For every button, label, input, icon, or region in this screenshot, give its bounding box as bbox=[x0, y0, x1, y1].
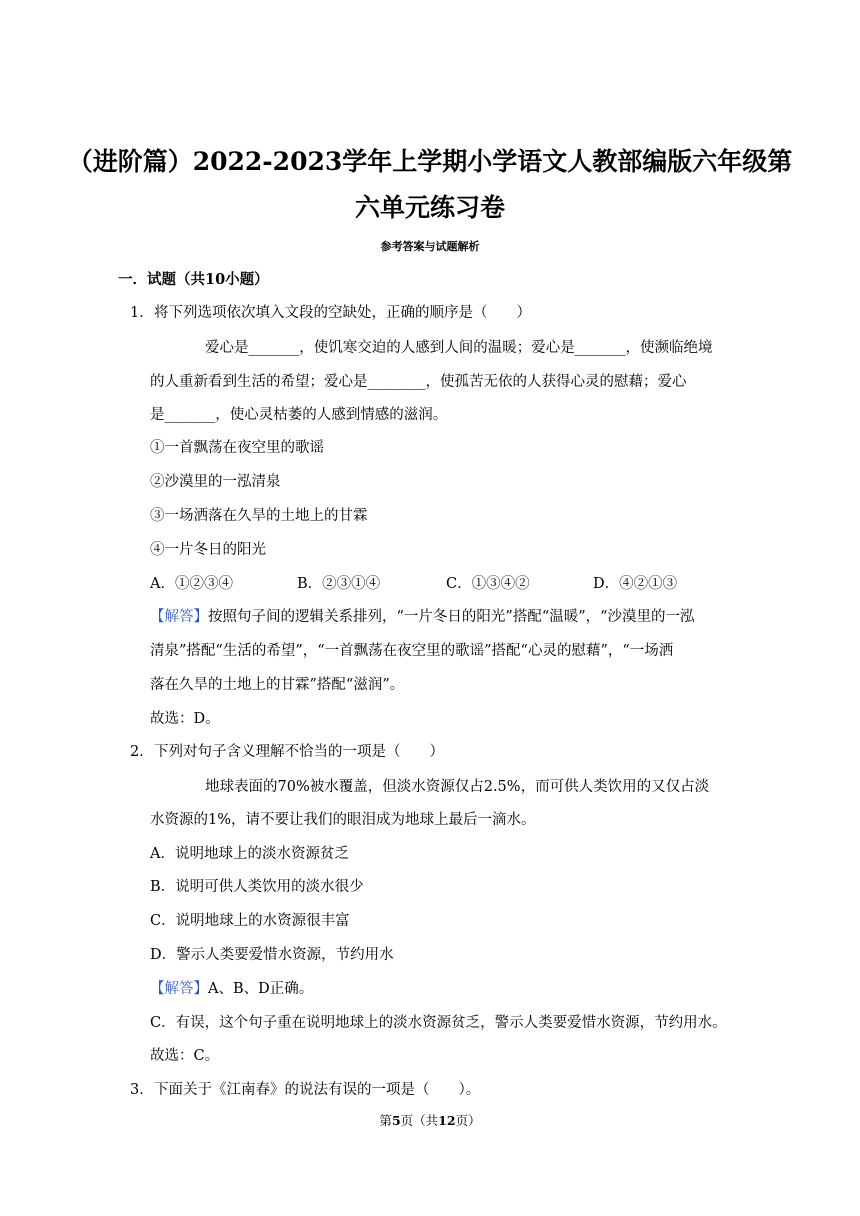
question-1-passage-line3: 是_______，使心灵枯萎的人感到情感的滋润。 bbox=[150, 407, 448, 423]
footer-suffix: 页） bbox=[455, 1113, 481, 1128]
page-footer bbox=[0, 1111, 860, 1129]
document-title-line1: （进阶篇）2022-2023学年上学期小学语文人教部编版六年级第 bbox=[67, 147, 793, 176]
question-2-choice: 故选：C。 bbox=[150, 1048, 220, 1064]
answer-tag: 【解答】 bbox=[150, 981, 208, 997]
section-heading: 一．试题（共10小题） bbox=[118, 271, 269, 288]
question-1-analysis-line1 bbox=[150, 607, 695, 627]
question-1-analysis-text1: 按照句子间的逻辑关系排列，“一片冬日的阳光”搭配“温暖”，“沙漠里的一泓 bbox=[208, 609, 695, 625]
question-1-option-c: C．①③④② bbox=[446, 576, 530, 592]
footer-total-pages: 12 bbox=[438, 1113, 456, 1128]
question-1-option-d: D．④②①③ bbox=[593, 576, 678, 592]
question-2-option-d: D．警示人类要爱惜水资源，节约用水 bbox=[150, 947, 394, 963]
question-2-passage-line1: 地球表面的70%被水覆盖，但淡水资源仅占2.5%，而可供人类饮用的又仅占淡 bbox=[205, 779, 710, 795]
question-3-number: 3． bbox=[130, 1082, 154, 1098]
question-2-option-a: A．说明地球上的淡水资源贫乏 bbox=[150, 846, 349, 862]
footer-middle: 页（共 bbox=[400, 1113, 439, 1128]
question-1-analysis-line3: 落在久旱的土地上的甘霖”搭配“滋润”。 bbox=[150, 677, 405, 693]
question-2-analysis-line2: C．有误，这个句子重在说明地球上的淡水资源贫乏，警示人类要爱惜水资源，节约用水。 bbox=[150, 1015, 727, 1031]
question-1-passage-line2: 的人重新看到生活的希望；爱心是________，使孤苦无依的人获得心灵的慰藉；爱心 bbox=[150, 374, 687, 390]
question-1-item-4: ④一片冬日的阳光 bbox=[150, 542, 266, 558]
question-2-analysis-line1 bbox=[150, 979, 313, 999]
question-1-passage-line1: 爱心是_______，使饥寒交迫的人感到人间的温暖；爱心是_______，使濒临绝境 bbox=[205, 340, 713, 356]
document-title-line2: 六单元练习卷 bbox=[354, 193, 505, 222]
answer-tag: 【解答】 bbox=[150, 609, 208, 625]
question-2-stem: 下列对句子含义理解不恰当的一项是（ ） bbox=[154, 744, 444, 760]
question-1-number: 1． bbox=[130, 305, 154, 321]
question-2-passage-line2: 水资源的1%，请不要让我们的眼泪成为地球上最后一滴水。 bbox=[150, 812, 536, 828]
question-1-item-2: ②沙漠里的一泓清泉 bbox=[150, 474, 281, 490]
question-2-option-b: B．说明可供人类饮用的淡水很少 bbox=[150, 879, 364, 895]
question-1-option-a: A．①②③④ bbox=[150, 576, 233, 592]
footer-page-number: 5 bbox=[391, 1113, 401, 1128]
question-2-number: 2． bbox=[130, 744, 154, 760]
footer-prefix: 第 bbox=[379, 1113, 392, 1128]
question-1-stem: 将下列选项依次填入文段的空缺处，正确的顺序是（ ） bbox=[154, 305, 531, 321]
document-subtitle: 参考答案与试题解析 bbox=[380, 240, 480, 253]
question-1-analysis-line2: 清泉”搭配“生活的希望”，“一首飘荡在夜空里的歌谣”搭配“心灵的慰藉”，“一场洒 bbox=[150, 643, 674, 659]
question-3-stem: 下面关于《江南春》的说法有误的一项是（ ）。 bbox=[154, 1082, 481, 1098]
question-2-option-c: C．说明地球上的水资源很丰富 bbox=[150, 913, 350, 929]
question-1-item-3: ③一场洒落在久旱的土地上的甘霖 bbox=[150, 508, 368, 524]
question-1-choice: 故选：D。 bbox=[150, 711, 220, 727]
question-1-option-b: B．②③①④ bbox=[297, 576, 381, 592]
question-1-item-1: ①一首飘荡在夜空里的歌谣 bbox=[150, 440, 324, 456]
question-2-analysis-text1: A、B、D正确。 bbox=[208, 981, 314, 997]
